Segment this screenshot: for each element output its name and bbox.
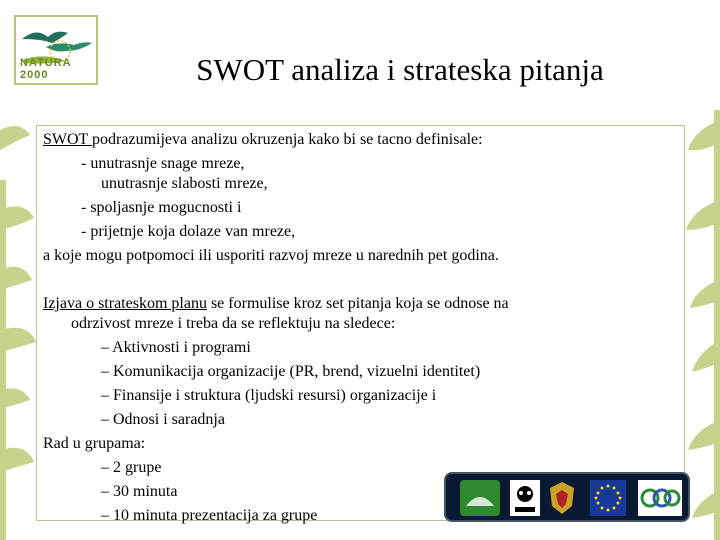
list-item: unutrasnje slabosti mreze, xyxy=(101,175,268,192)
statement-intro xyxy=(43,294,509,314)
content-box xyxy=(36,125,685,524)
swot-intro xyxy=(43,130,483,150)
list-item: - prijetnje koja dolaze van mreze, xyxy=(81,223,296,240)
list-item: – Aktivnosti i programi xyxy=(101,339,251,356)
list-item: – Finansije i struktura (ljudski resursi) organizacije i xyxy=(101,387,437,404)
wwf-panda-icon xyxy=(510,480,540,516)
list-item: - spoljasnje mogucnosti i xyxy=(81,199,242,216)
swot-intro-text: podrazumijeva analizu okruzenja kako bi se tacno definisale: xyxy=(92,131,483,148)
list-item: – 30 minuta xyxy=(101,483,178,500)
list-item: - unutrasnje snage mreze, xyxy=(81,155,245,172)
swot-term: SWOT xyxy=(43,131,93,148)
partner-logos xyxy=(444,472,690,522)
natura-nova-logo-icon xyxy=(460,480,500,516)
statement-intro-text: se formulise kroz set pitanja koja se odnose na xyxy=(206,295,509,312)
statement-term: Izjava o strateskom planu xyxy=(43,295,207,312)
logo-text: NATURA 2000 xyxy=(20,57,72,81)
statement-intro-cont: odrzivost mreze i treba da se reflektuju na sledece: xyxy=(71,315,396,332)
tree-silhouette-left xyxy=(0,90,38,540)
coat-of-arms-icon xyxy=(546,480,578,516)
list-item: – 2 grupe xyxy=(101,459,162,476)
groups-heading: Rad u grupama: xyxy=(43,435,146,452)
list-item: – Odnosi i saradnja xyxy=(101,411,225,428)
swot-closing: a koje mogu potpomoci ili usporiti razvoj mreze u narednih pet godina. xyxy=(43,247,499,264)
slide-title: SWOT analiza i strateska pitanja xyxy=(196,52,604,87)
list-item: – Komunikacija organizacije (PR, brend, vizuelni identitet) xyxy=(101,363,481,380)
list-item: – 10 minuta prezentacija za grupe xyxy=(101,507,318,524)
natura-2000-logo xyxy=(14,15,98,85)
eu-flag-icon xyxy=(590,480,626,516)
2eu-logo-icon xyxy=(638,480,682,516)
